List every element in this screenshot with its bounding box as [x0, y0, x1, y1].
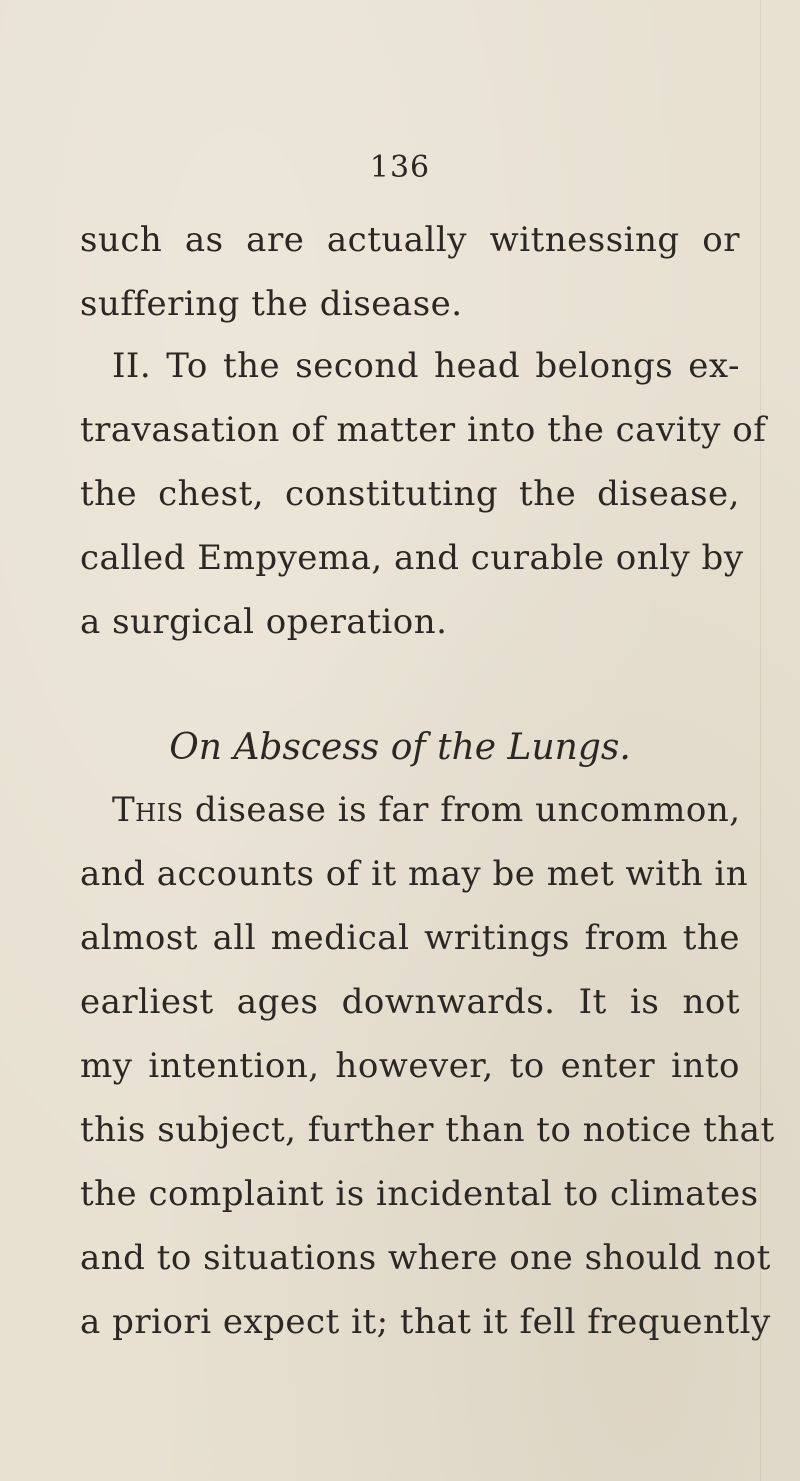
text-line: travasation of matter into the cavity of — [80, 410, 767, 450]
text-line: II. To the second head belongs ex- — [112, 346, 740, 386]
section-heading: On Abscess of the Lungs. — [169, 727, 631, 768]
text-line: almost all medical writings from the — [80, 918, 740, 958]
text-line: a priori expect it; that it fell frequently — [80, 1302, 771, 1342]
text-line: earliest ages downwards. It is not — [80, 982, 740, 1022]
page-edge-shadow — [760, 0, 761, 1481]
text-line: called Empyema, and curable only by — [80, 538, 744, 578]
drop-word: This — [112, 790, 184, 830]
page-number: 136 — [369, 150, 431, 185]
text-line: suffering the disease. — [80, 284, 463, 324]
text-line-first — [112, 778, 740, 842]
text-line-rest: disease is far from uncommon, — [194, 790, 741, 830]
text-line: and accounts of it may be met with in — [80, 854, 749, 894]
text-line: and to situations where one should not — [80, 1238, 771, 1278]
text-line: such as are actually witnessing or — [80, 220, 740, 260]
text-line: this subject, further than to notice that — [80, 1110, 775, 1150]
text-line: my intention, however, to enter into — [80, 1046, 740, 1086]
text-line: the complaint is incidental to climates — [80, 1174, 759, 1214]
text-line: the chest, constituting the disease, — [80, 474, 740, 514]
text-line: a surgical operation. — [80, 602, 448, 642]
